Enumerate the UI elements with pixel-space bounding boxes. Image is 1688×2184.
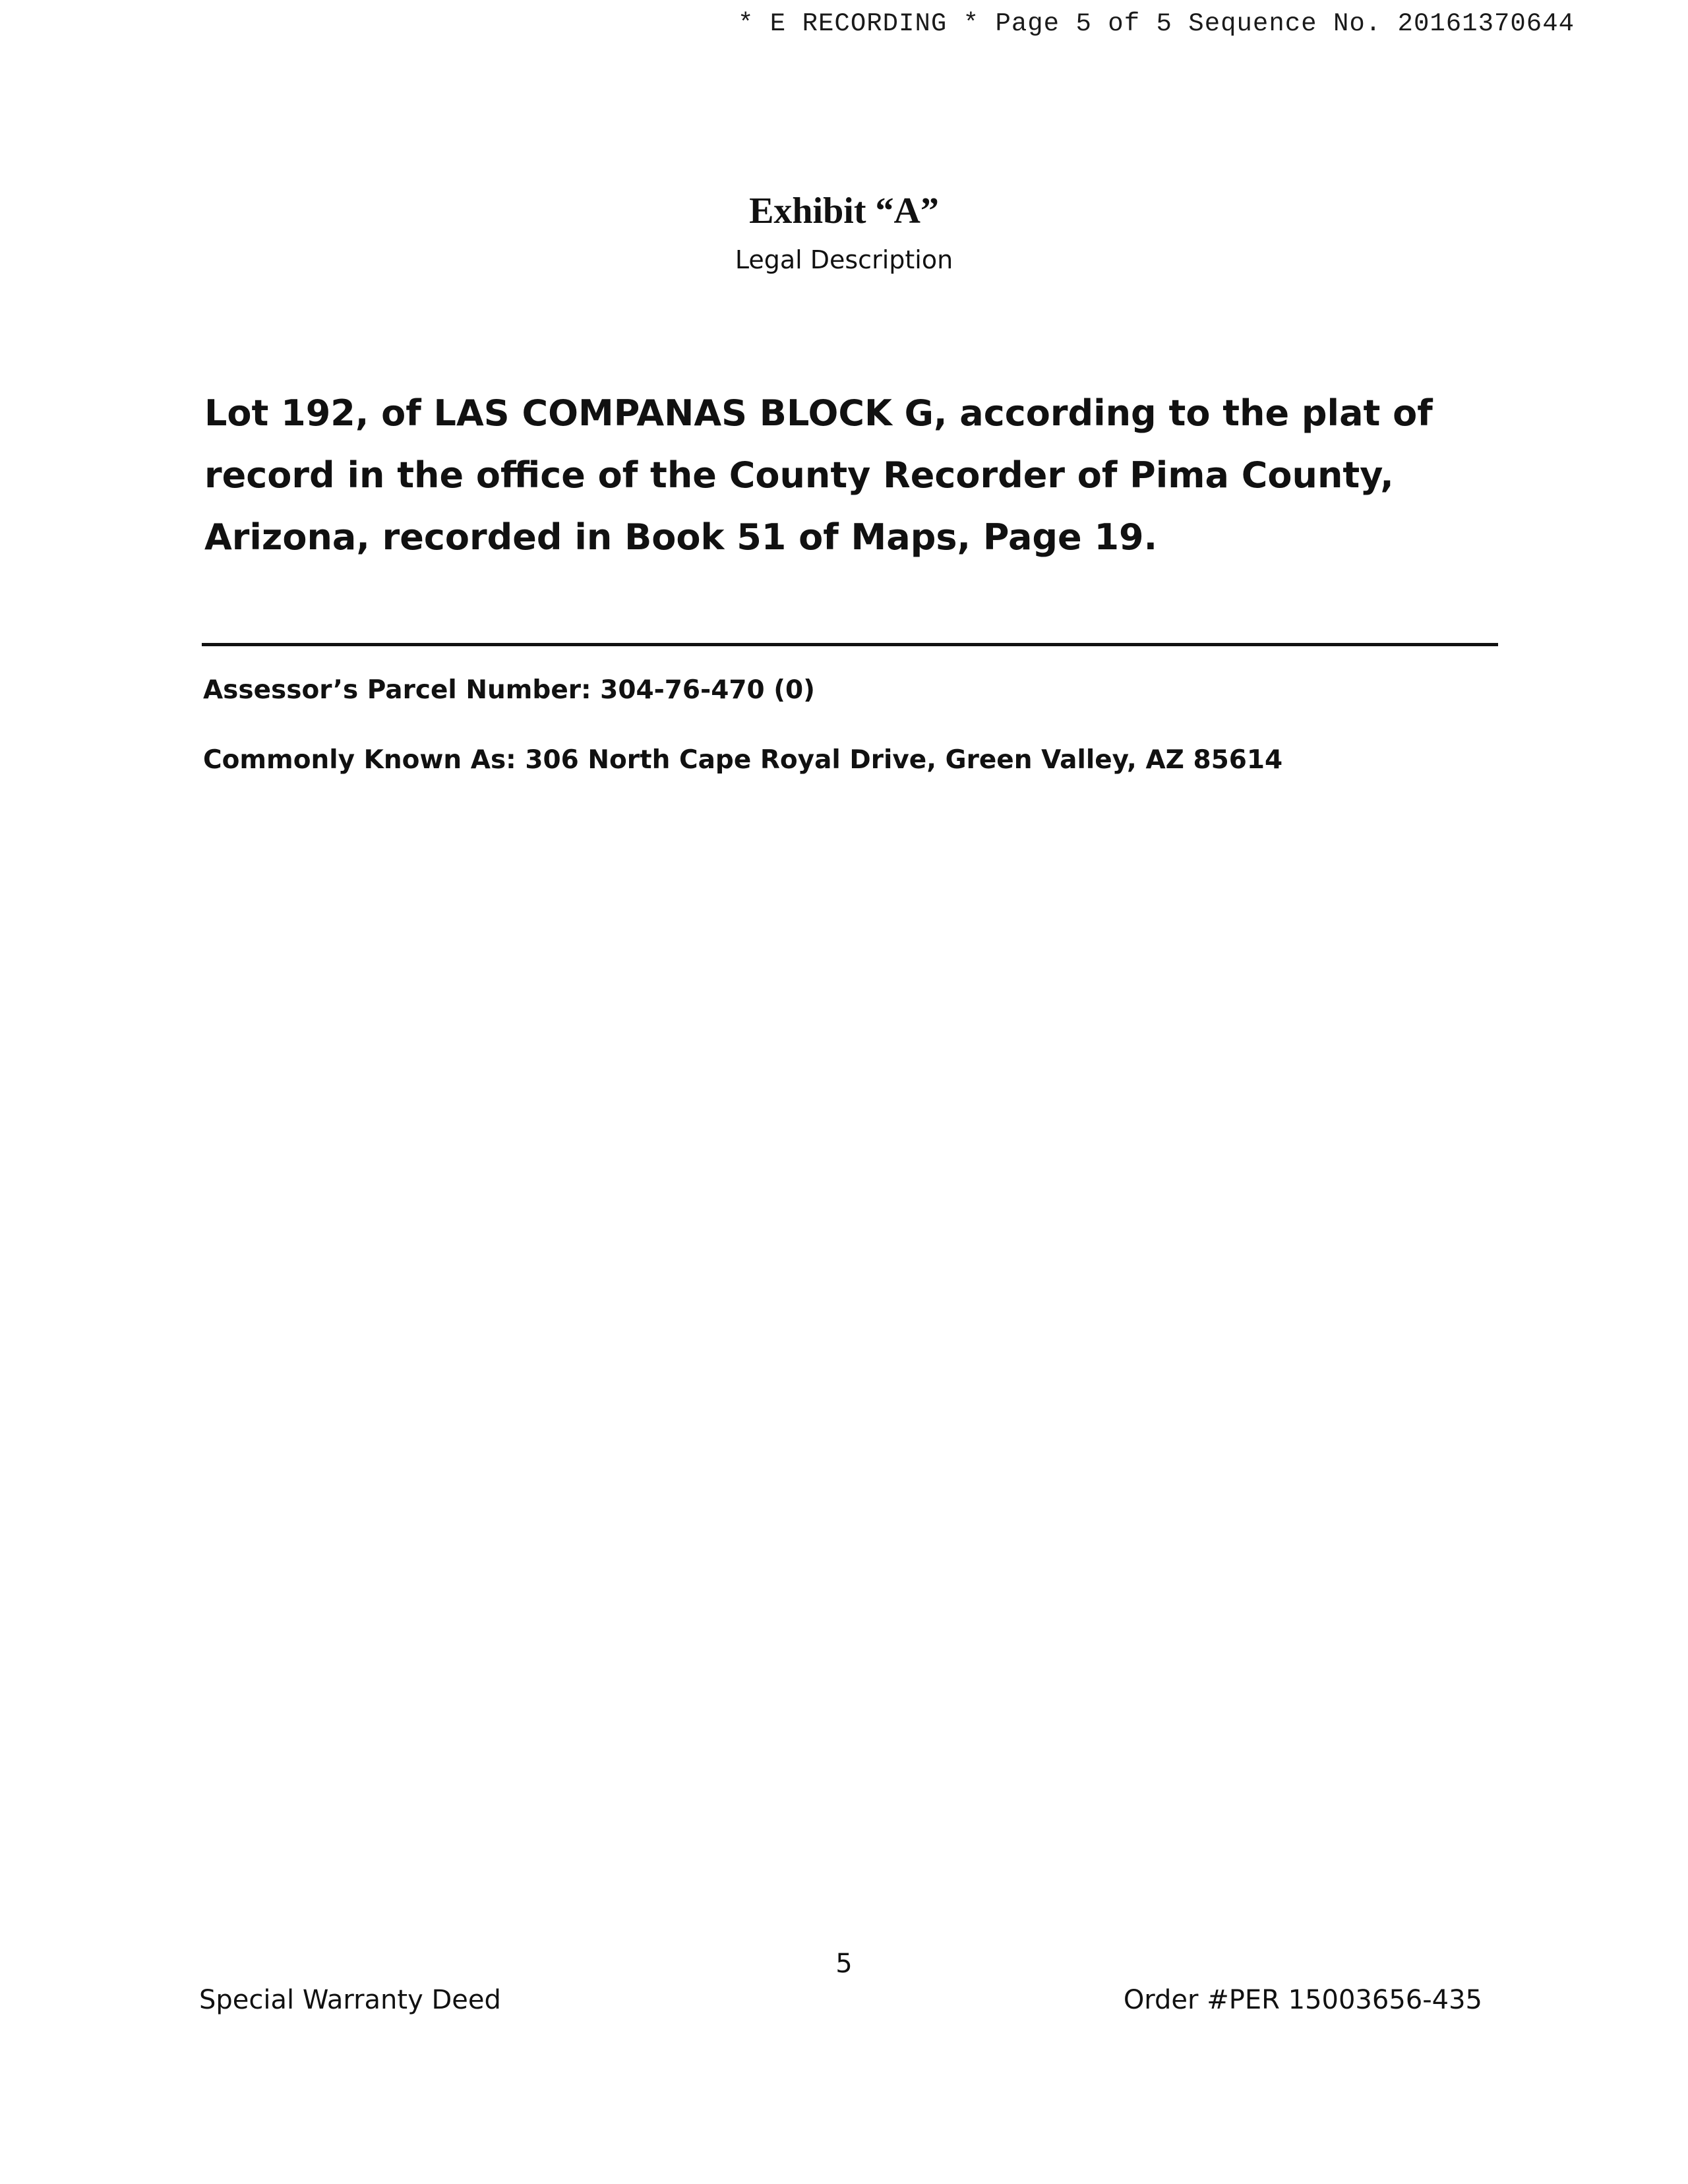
footer-document-type: Special Warranty Deed xyxy=(199,1985,501,2015)
recording-header: * E RECORDING * Page 5 of 5 Sequence No. 20161370644 xyxy=(738,9,1575,38)
legal-description-text: Lot 192, of LAS COMPANAS BLOCK G, according to the plat of record in the office of the County Recorder of Pima County, Arizona, recorded in Book 51 of Maps, Page 19. xyxy=(204,392,1433,558)
footer-order-number: Order #PER 15003656-435 xyxy=(1123,1985,1482,2015)
page-number: 5 xyxy=(835,1949,853,1979)
section-divider xyxy=(202,643,1498,646)
commonly-known-as-address: Commonly Known As: 306 North Cape Royal Drive, Green Valley, AZ 85614 xyxy=(203,745,1283,775)
exhibit-subtitle: Legal Description xyxy=(735,245,953,274)
exhibit-title: Exhibit “A” xyxy=(749,191,939,231)
assessor-parcel-number: Assessor’s Parcel Number: 304-76-470 (0) xyxy=(203,675,816,705)
